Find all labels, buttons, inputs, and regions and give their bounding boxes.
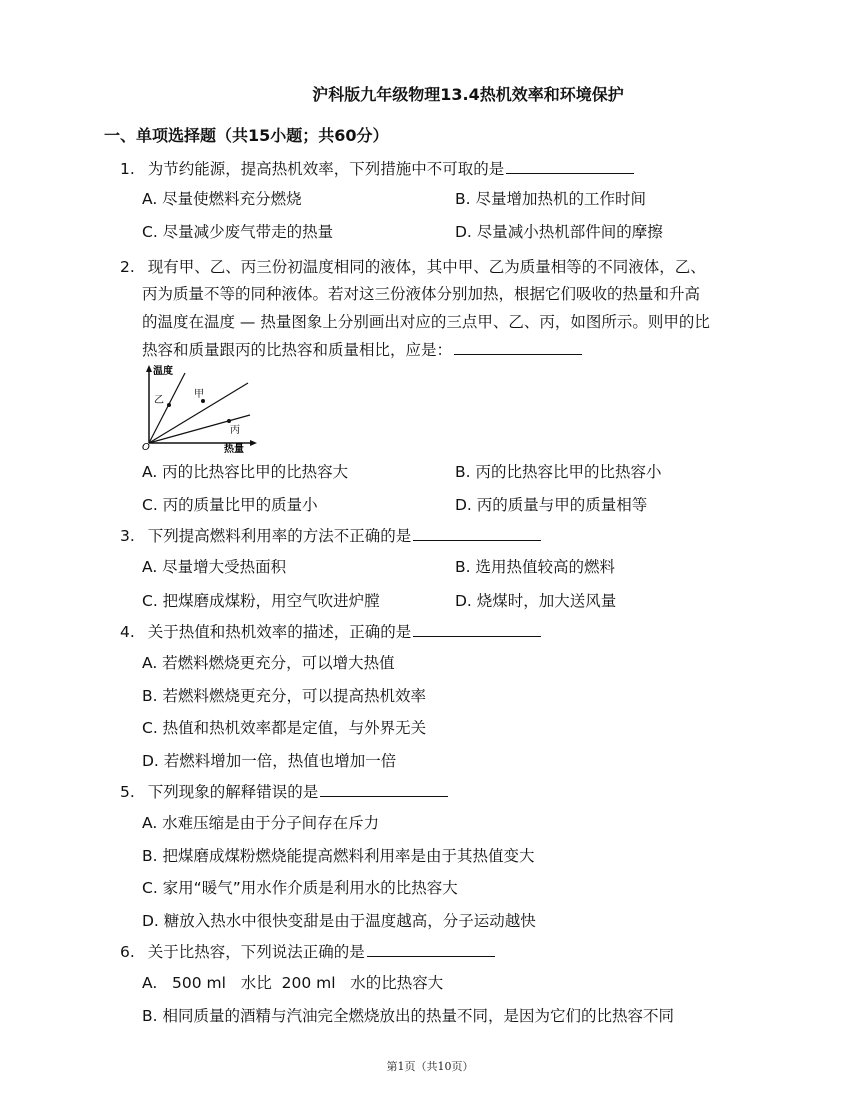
question-stem-line: 的温度在温度 — 热量图象上分别画出对应的三点甲、乙、丙，如图所示。则甲的比: [142, 313, 710, 331]
question-stem: 下列提高燃料利用率的方法不正确的是: [147, 527, 412, 545]
question-stem-line: 热容和质量跟丙的比热容和质量相比，应是：: [142, 341, 453, 359]
point-yi: [167, 403, 171, 407]
option-c: C. 把煤磨成煤粉，用空气吹进炉膛: [142, 592, 380, 610]
section-heading: 一、单项选择题（共15小题；共60分）: [104, 126, 389, 145]
answer-blank: [320, 779, 448, 797]
option-d: D. 若燃料增加一倍，热值也增加一倍: [142, 752, 397, 770]
y-axis-arrow: [146, 365, 152, 372]
temperature-heat-graph: [140, 363, 260, 453]
question-stem-line: 丙为质量不等的同种液体。若对这三份液体分别加热，根据它们吸收的热量和升高: [142, 285, 701, 303]
question-stem: 下列现象的解释错误的是: [147, 783, 319, 801]
question-number: 5.: [120, 783, 135, 801]
option-c: C. 丙的质量比甲的质量小: [142, 496, 318, 514]
option-b: B. 若燃料燃烧更充分，可以提高热机效率: [142, 687, 426, 705]
option-b: B. 尽量增加热机的工作时间: [455, 190, 646, 208]
page-title: 沪科版九年级物理13.4热机效率和环境保护: [312, 85, 624, 104]
answer-blank: [454, 337, 582, 355]
x-axis-label: 热量: [224, 444, 244, 453]
option-b: B. 选用热值较高的燃料: [455, 558, 615, 576]
answer-blank: [367, 939, 495, 957]
option-b: B. 把煤磨成煤粉燃烧能提高燃料利用率是由于其热值变大: [142, 847, 535, 865]
point-bing: [227, 419, 231, 423]
option-b: B. 丙的比热容比甲的比热容小: [455, 463, 662, 481]
question-stem: 关于热值和热机效率的描述，正确的是: [147, 623, 412, 641]
option-c: C. 热值和热机效率都是定值，与外界无关: [142, 719, 427, 737]
question-stem: 为节约能源，提高热机效率，下列措施中不可取的是: [147, 160, 505, 178]
answer-blank: [413, 523, 541, 541]
question-stem: 关于比热容，下列说法正确的是: [147, 943, 365, 961]
option-b: B. 相同质量的酒精与汽油完全燃烧放出的热量不同，是因为它们的比热容不同: [142, 1007, 674, 1025]
question-stem-line: 现有甲、乙、丙三份初温度相同的液体，其中甲、乙为质量相等的不同液体，乙、: [147, 258, 706, 276]
y-axis-label: 温度: [153, 366, 173, 377]
option-c: C. 尽量减少废气带走的热量: [142, 223, 334, 241]
origin-label: O: [142, 442, 150, 453]
page-footer: 第1页（共10页）: [386, 1060, 474, 1073]
option-a: A. 500 ml 水比 200 ml 水的比热容大: [142, 974, 444, 992]
question-number: 4.: [120, 623, 135, 641]
option-a: A. 尽量使燃料充分燃烧: [142, 190, 302, 208]
question-number: 2.: [120, 258, 135, 276]
option-d: D. 烧煤时，加大送风量: [455, 592, 617, 610]
answer-blank: [506, 156, 634, 174]
question-number: 6.: [120, 943, 135, 961]
option-a: A. 若燃料燃烧更充分，可以增大热值: [142, 654, 395, 672]
option-d: D. 糖放入热水中很快变甜是由于温度越高，分子运动越快: [142, 912, 536, 930]
option-a: A. 丙的比热容比甲的比热容大: [142, 463, 349, 481]
option-d: D. 尽量减小热机部件间的摩擦: [455, 223, 663, 241]
x-axis-arrow: [250, 440, 257, 446]
option-a: A. 尽量增大受热面积: [142, 558, 287, 576]
question-number: 3.: [120, 527, 135, 545]
option-a: A. 水难压缩是由于分子间存在斥力: [142, 814, 380, 832]
label-yi: 乙: [154, 395, 164, 406]
label-bing: 丙: [230, 425, 240, 436]
answer-blank: [413, 619, 541, 637]
option-c: C. 家用“暖气”用水作介质是利用水的比热容大: [142, 879, 458, 897]
question-number: 1.: [120, 160, 135, 178]
label-jia: 甲: [194, 389, 204, 400]
option-d: D. 丙的质量与甲的质量相等: [455, 496, 648, 514]
